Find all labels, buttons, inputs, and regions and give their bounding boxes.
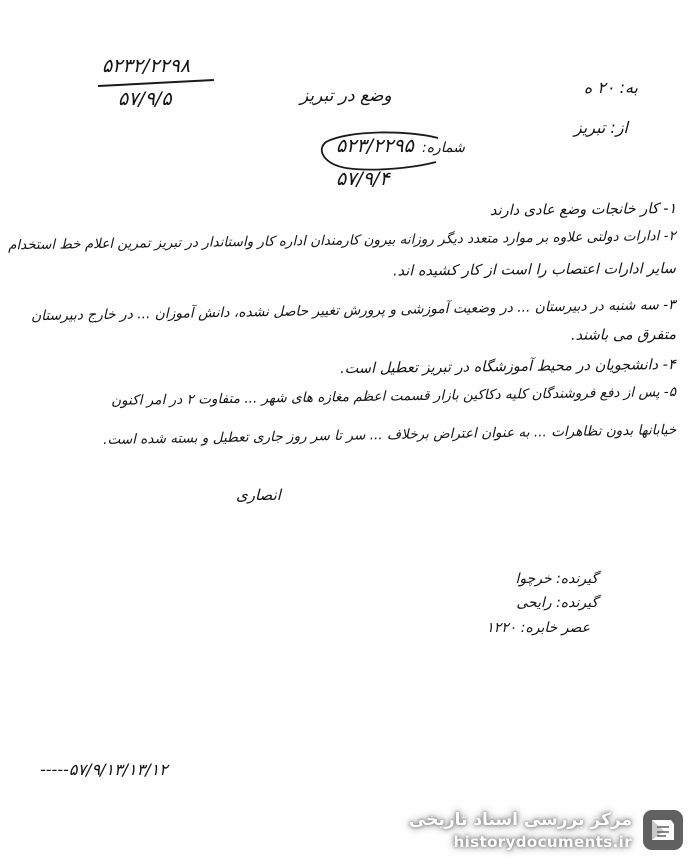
reference-number-mid: ۵۲۳/۲۲۹۵ (336, 135, 414, 157)
watermark-url: historydocuments.ir (453, 833, 632, 851)
body-line: ۳- سه شنبه در دبیرستان ... در وضعیت آموزشی و پرورش تغییر حاصل نشده، دانش آموزان ... در خارج دبیرستان (31, 297, 677, 325)
footer-receiver-2: گیرنده: رایحی (516, 595, 598, 611)
signature: انصاری (236, 486, 281, 504)
body-line: ۵- پس از دفع فروشندگان کلیه دکاکین بازار قسمت اعظم مغازه های شهر ... متفاوت ۲ در امر اکنون (110, 384, 677, 409)
reference-prefix-mid: شماره: (422, 140, 465, 156)
sender-line: از: تبریز (573, 118, 628, 137)
watermark-title: مرکز بررسی اسناد تاریخی (409, 810, 632, 830)
reference-number-top: ۵۲۳۲/۲۲۹۸ (102, 55, 191, 77)
bottom-date-stamp: -----۵۷/۹/۱۳/۱۳/۱۲ (40, 760, 168, 779)
watermark-text (409, 808, 632, 852)
footer-receiver-1: گیرنده: خرچوا (515, 571, 598, 587)
body-line: ۴- دانشجویان در محیط آموزشگاه در تبریز تعطیل است. (340, 357, 677, 378)
subject-title: وضع در تبریز (300, 86, 392, 106)
reference-date-top: ۵۷/۹/۵ (118, 88, 172, 110)
body-line: خیابانها بدون تظاهرات ... به عنوان اعتراض برخلاف ... سر تا سر روز جاری تعطیل و بسته شده است. (102, 422, 677, 449)
reference-underline (98, 79, 214, 87)
watermark-link[interactable] (409, 800, 686, 860)
footer-dispatch-time: عصر خابره: ۱۲۲۰ (486, 620, 590, 636)
document-fold-icon (640, 807, 686, 853)
reference-date-mid: ۵۷/۹/۴ (336, 168, 390, 190)
body-line: متفرق می باشند. (570, 327, 677, 344)
body-line: ۲- ادارات دولتی علاوه بر موارد متعدد دیگر روزانه بیرون کارمندان اداره کار واستاندار در تبریز تمرین اعلام خط استخدام (8, 228, 677, 254)
recipient-line: به: ۲۰ ه (583, 78, 638, 97)
body-line: ۱- کار خانجات وضع عادی دارند (489, 201, 677, 219)
body-line: سایر ادارات اعتصاب را است از کار کشیده اند. (393, 261, 677, 280)
